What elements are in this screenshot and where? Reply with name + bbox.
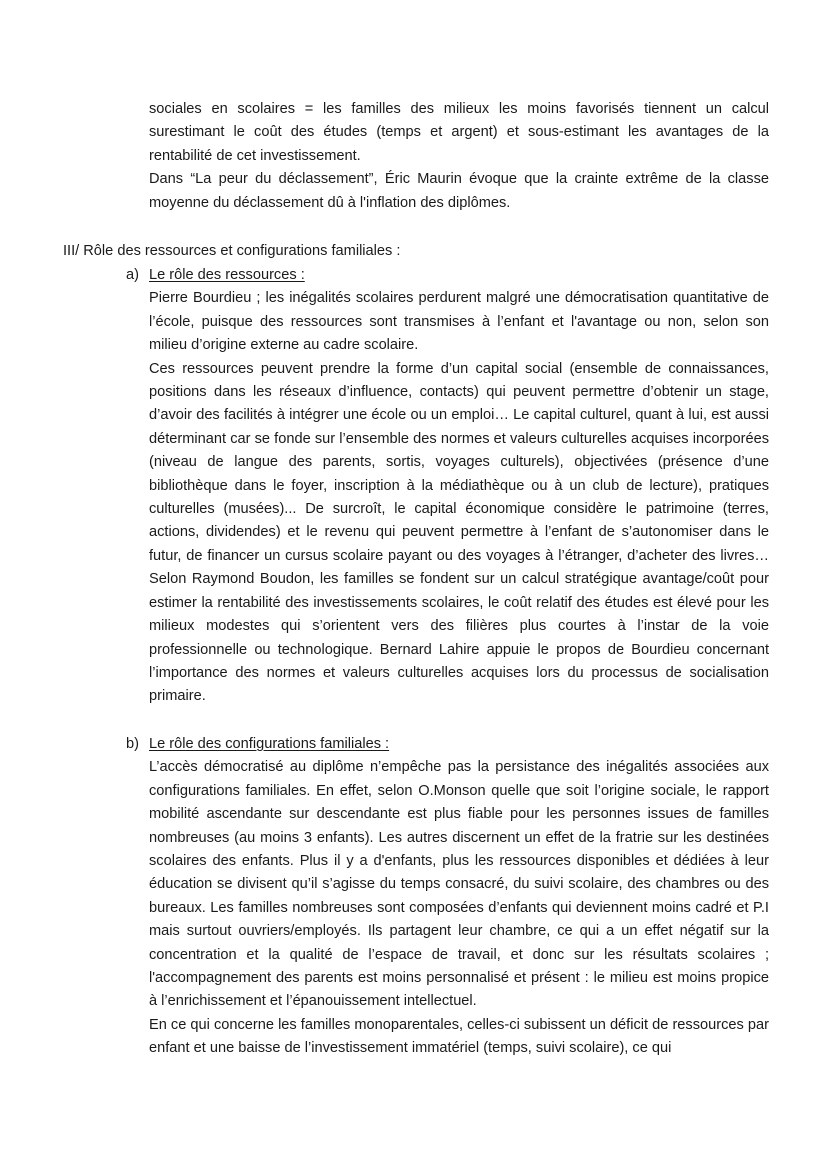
- subsection-a-paragraph-2: Ces ressources peuvent prendre la forme d’un capital social (ensemble de connaissances, positions dans les réseaux d’influence, contacts) qui peuvent permettre d’obtenir un stage, d’avoir des facilités à intégrer une école ou un emploi… Le capital culturel, quant à lui, est aussi déterminant car se fonde sur l’ensemble des normes et valeurs culturelles acquises incorporées (niveau de langue des parents, sortis, voyages culturels), objectivées (présence d’une bibliothèque dans le foyer, inscription à la médiathèque ou à un club de lecture), pratiques culturelles (musées)... De surcroît, le capital économique considère le patrimoine (terres, actions, dividendes) et le revenu qui peuvent permettre à l’enfant de s’autonomiser dans le futur, de financer un cursus scolaire payant ou des voyages à l’étranger, d’acheter des livres… Selon Raymond Boudon, les familles se fondent sur un calcul stratégique avantage/coût pour estimer la rentabilité des investissements scolaires, le coût relatif des études est élevé pour les milieux modestes qui s’orientent vers des filières plus courtes à l’instar de la voie professionnelle ou technologique. Bernard Lahire appuie le propos de Bourdieu concernant l’importance des normes et valeurs culturelles acquises lors du processus de socialisation primaire.: [149, 360, 769, 705]
- intro-block: [149, 98, 769, 215]
- section-heading: III/ Rôle des ressources et configurations familiales :: [63, 243, 401, 259]
- subsection-b: [126, 733, 769, 1061]
- subsection-a-body: [149, 287, 769, 708]
- subsection-b-paragraph-2: En ce qui concerne les familles monoparentales, celles-ci subissent un déficit de ressources par enfant et une baisse de l’investissement immatériel (temps, suivi scolaire), ce qui: [149, 1016, 769, 1057]
- subsection-a: [126, 264, 769, 709]
- subsection-a-heading: [126, 264, 769, 287]
- intro-paragraph-1: sociales en scolaires = les familles des milieux les moins favorisés tiennent un calcul surestimant le coût des études (temps et argent) et sous-estimant les avantages de la rentabilité de cet investissement.: [149, 101, 769, 164]
- subsection-a-title: Le rôle des ressources :: [149, 267, 305, 283]
- subsection-a-marker: a): [126, 267, 139, 283]
- subsection-b-heading: [126, 733, 769, 756]
- subsection-b-marker: b): [126, 736, 139, 752]
- intro-paragraph-2: Dans “La peur du déclassement”, Éric Maurin évoque que la crainte extrême de la classe moyenne du déclassement dû à l'inflation des diplômes.: [149, 171, 769, 211]
- subsection-b-body: [149, 756, 769, 1060]
- subsection-a-paragraph-1: Pierre Bourdieu ; les inégalités scolaires perdurent malgré une démocratisation quantitative de l’école, puisque des ressources sont transmises à l’enfant et l'avantage ou non, selon son milieu d’origine externe au cadre scolaire.: [149, 290, 769, 354]
- subsection-b-paragraph-1: L’accès démocratisé au diplôme n’empêche pas la persistance des inégalités associées aux configurations familiales. En effet, selon O.Monson quelle que soit l’origine sociale, le rapport mobilité ascendante sur descendante est plus fiable pour les personnes issues de familles nombreuses (au moins 3 enfants). Les autres discernent un effet de la fratrie sur les destinées scolaires des enfants. Plus il y a d'enfants, plus les ressources disponibles et dédiées à leur éducation se divisent qu’il s’agisse du temps consacré, du suivi scolaire, des chambres ou des bureaux. Les familles nombreuses sont composées d’enfants qui deviennent moins cadré et P.I mais surtout ouvriers/employés. Ils partagent leur chambre, ce qui a un effet négatif sur la concentration et la qualité de l’espace de travail, et donc sur les résultats scolaires ; l'accompagnement des parents est moins personnalisé et présent : le milieu est moins propice à l’enrichissement et l’épanouissement intellectuel.: [149, 759, 769, 1010]
- subsection-b-title: Le rôle des configurations familiales :: [149, 736, 390, 752]
